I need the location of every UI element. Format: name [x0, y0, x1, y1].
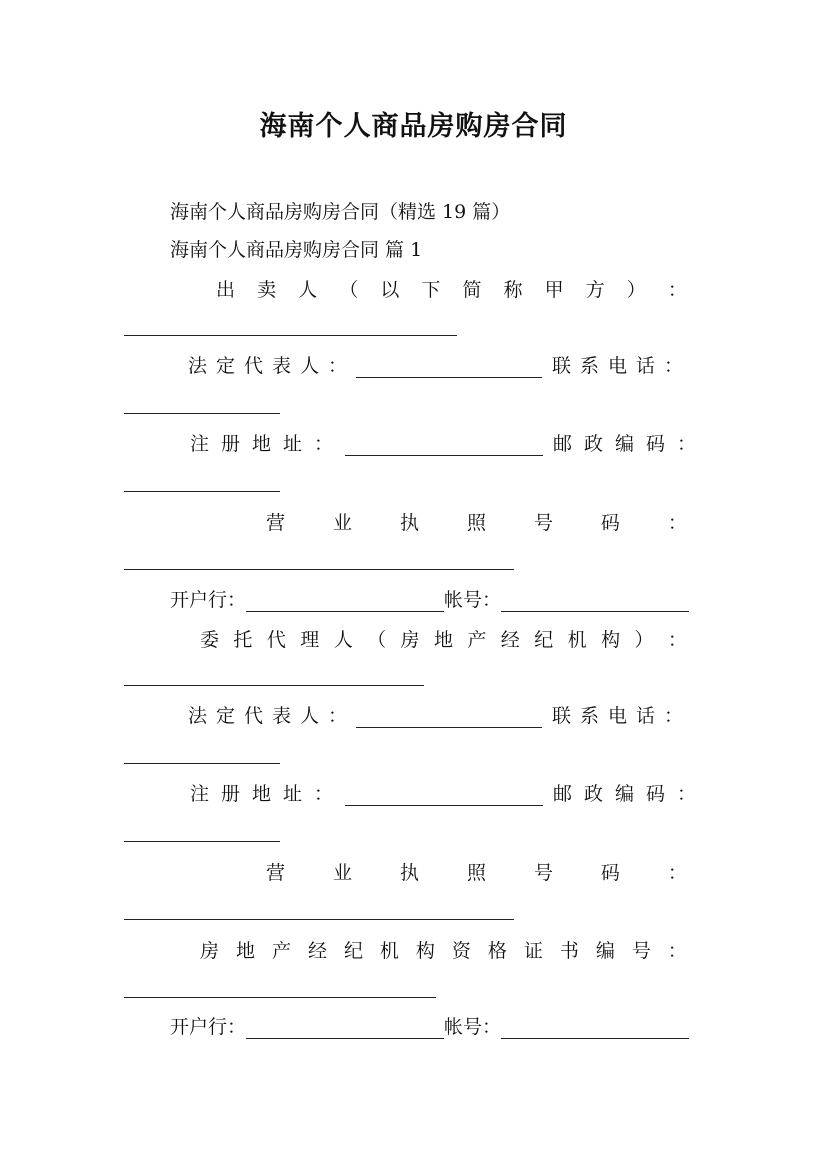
label-char: ）: [634, 629, 654, 651]
agent-blank[interactable]: [124, 685, 424, 686]
label-char: 书: [559, 940, 579, 962]
label-char: 业: [332, 512, 352, 534]
label-char: （: [339, 279, 359, 301]
label-char: 机: [567, 629, 587, 651]
business-license-blank[interactable]: [124, 919, 514, 920]
bank-blank[interactable]: [246, 591, 444, 612]
label-char: ：: [667, 512, 687, 534]
label-char: 出: [216, 279, 236, 301]
label-char: 人: [333, 629, 353, 651]
business-license-label: [266, 511, 687, 535]
account-label: 帐号：: [444, 589, 502, 611]
bank-row-2: [170, 1015, 689, 1039]
reg-address-row-1: [190, 432, 708, 456]
reg-address-label: 注册地址：: [190, 783, 346, 805]
label-char: ）: [626, 279, 646, 301]
legal-rep-row-1: [188, 354, 692, 378]
label-char: 甲: [544, 279, 564, 301]
label-char: 地: [433, 629, 453, 651]
business-license-label: [266, 861, 687, 885]
label-char: 格: [487, 940, 507, 962]
label-char: 营: [266, 862, 286, 884]
contact-phone-blank[interactable]: [124, 763, 280, 764]
label-char: 卖: [257, 279, 277, 301]
label-char: 房: [200, 940, 220, 962]
bank-blank[interactable]: [246, 1018, 444, 1039]
label-char: 委: [200, 629, 220, 651]
label-char: 构: [601, 629, 621, 651]
agency-cert-label: [200, 939, 687, 963]
section-heading: 海南个人商品房购房合同 篇 1: [170, 239, 423, 261]
label-char: 执: [399, 512, 419, 534]
reg-address-row-2: [190, 782, 708, 806]
reg-address-blank[interactable]: [345, 785, 543, 806]
label-char: 号: [533, 862, 553, 884]
label-char: 照: [466, 862, 486, 884]
legal-rep-blank[interactable]: [356, 357, 542, 378]
label-char: 以: [380, 279, 400, 301]
bank-label: 开户行：: [170, 1016, 247, 1038]
contact-phone-label: 联系电话：: [552, 355, 693, 377]
agent-label: [200, 628, 687, 652]
label-char: ：: [667, 862, 687, 884]
label-char: （: [367, 629, 387, 651]
account-blank[interactable]: [501, 1018, 689, 1039]
label-char: ：: [667, 279, 687, 301]
label-char: 经: [307, 940, 327, 962]
label-char: 人: [298, 279, 318, 301]
label-char: ：: [667, 940, 687, 962]
label-char: 代: [266, 629, 286, 651]
label-char: 编: [595, 940, 615, 962]
seller-label: [216, 278, 687, 302]
bank-label: 开户行：: [170, 589, 247, 611]
contact-phone-blank[interactable]: [124, 413, 280, 414]
postcode-blank[interactable]: [124, 841, 280, 842]
label-char: 称: [503, 279, 523, 301]
reg-address-label: 注册地址：: [190, 433, 346, 455]
label-char: 证: [523, 940, 543, 962]
label-char: 简: [462, 279, 482, 301]
label-char: 机: [379, 940, 399, 962]
postcode-label: 邮政编码：: [553, 433, 709, 455]
document-title: 海南个人商品房购房合同: [259, 111, 568, 142]
account-label: 帐号：: [444, 1016, 502, 1038]
label-char: 号: [533, 512, 553, 534]
label-char: 经: [500, 629, 520, 651]
label-char: 码: [600, 862, 620, 884]
label-char: 下: [421, 279, 441, 301]
agency-cert-blank[interactable]: [124, 997, 436, 998]
label-char: 纪: [534, 629, 554, 651]
legal-rep-label: 法定代表人：: [188, 705, 357, 727]
label-char: 资: [451, 940, 471, 962]
label-char: 执: [399, 862, 419, 884]
label-char: 托: [233, 629, 253, 651]
label-char: ：: [667, 629, 687, 651]
reg-address-blank[interactable]: [345, 435, 543, 456]
label-char: 产: [271, 940, 291, 962]
label-char: 业: [332, 862, 352, 884]
label-char: 构: [415, 940, 435, 962]
postcode-label: 邮政编码：: [553, 783, 709, 805]
postcode-blank[interactable]: [124, 491, 280, 492]
label-char: 码: [600, 512, 620, 534]
label-char: 地: [235, 940, 255, 962]
bank-row-1: [170, 588, 689, 612]
label-char: 纪: [343, 940, 363, 962]
account-blank[interactable]: [501, 591, 689, 612]
label-char: 营: [266, 512, 286, 534]
label-char: 照: [466, 512, 486, 534]
intro-line: 海南个人商品房购房合同（精选 19 篇）: [170, 201, 511, 223]
label-char: 房: [400, 629, 420, 651]
seller-blank[interactable]: [124, 335, 457, 336]
label-char: 理: [300, 629, 320, 651]
legal-rep-blank[interactable]: [356, 707, 542, 728]
label-char: 号: [631, 940, 651, 962]
label-char: 方: [585, 279, 605, 301]
label-char: 产: [467, 629, 487, 651]
business-license-blank[interactable]: [124, 569, 514, 570]
legal-rep-label: 法定代表人：: [188, 355, 357, 377]
contact-phone-label: 联系电话：: [552, 705, 693, 727]
legal-rep-row-2: [188, 704, 692, 728]
